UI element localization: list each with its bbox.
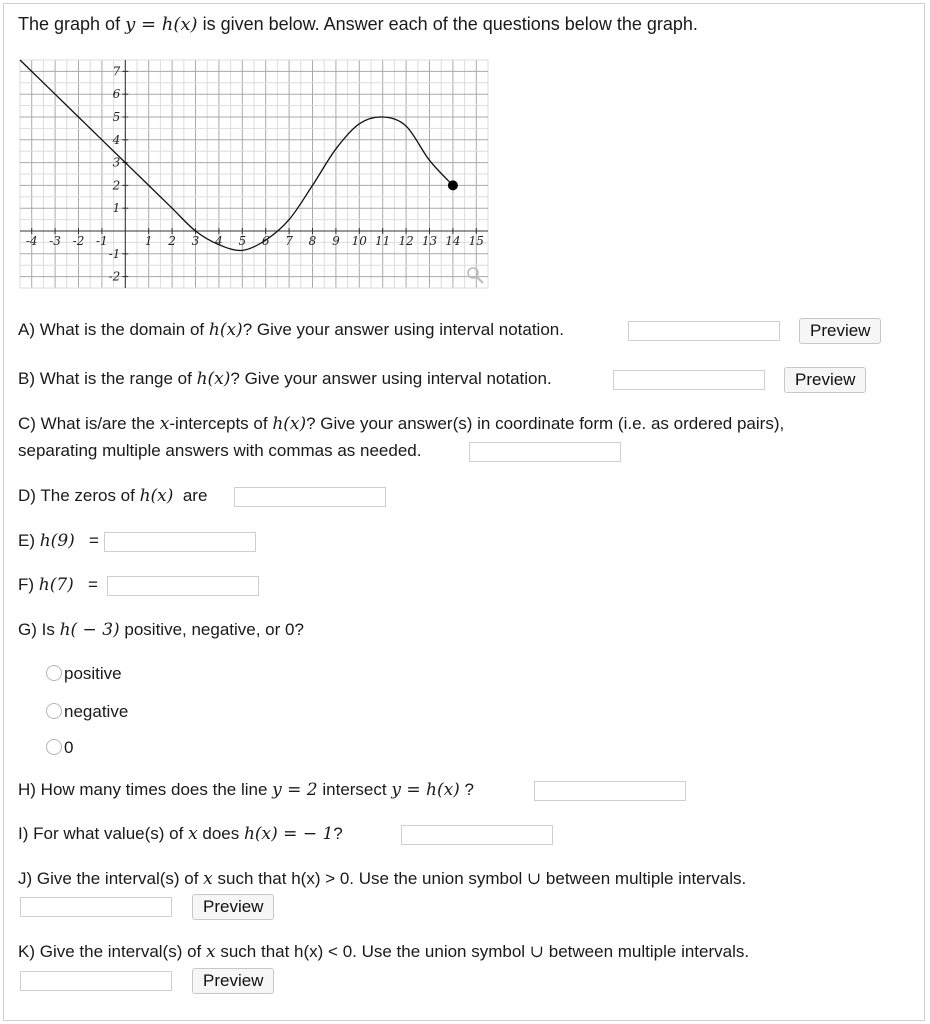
zeros-answer-input[interactable]: [234, 487, 386, 507]
x-tick-label: 3: [191, 234, 200, 248]
question-b-text: B) What is the range of: [18, 369, 197, 388]
series-h-of-x: [20, 60, 453, 250]
grid: [20, 60, 488, 288]
x-tick-label: 6: [261, 234, 270, 248]
x-tick-label: 15: [468, 234, 484, 248]
question-c: [18, 414, 784, 434]
x-tick-label: 2: [168, 234, 176, 248]
question-i-text: I) For what value(s) of: [18, 824, 189, 843]
x-tick-label: 10: [351, 234, 367, 248]
question-b-function: h(x): [196, 369, 231, 389]
question-e: [18, 531, 99, 551]
question-i-variable: x: [188, 824, 198, 844]
endpoint-closed-dot: [448, 180, 458, 190]
positive-intervals-input[interactable]: [20, 897, 172, 917]
question-e-function: h(9): [39, 531, 75, 551]
question-i: [18, 824, 343, 844]
radio-label: positive: [64, 664, 122, 683]
radio-button[interactable]: [46, 665, 62, 681]
intersections-answer-input[interactable]: [534, 781, 686, 801]
x-tick-label: 14: [445, 234, 461, 248]
question-e-equals: =: [88, 531, 99, 550]
title-equation: y = h(x): [125, 14, 198, 35]
question-e-text: E): [18, 531, 40, 550]
radio-button[interactable]: [46, 703, 62, 719]
h-of-9-answer-input[interactable]: [104, 532, 256, 552]
question-g: [18, 620, 304, 640]
title-text: The graph of: [18, 14, 126, 34]
radio-option-positive[interactable]: [46, 664, 122, 684]
question-d-text-end: are: [182, 486, 208, 505]
question-b: [18, 369, 552, 389]
question-h-text-mid: intersect: [317, 780, 392, 799]
x-tick-label: 9: [332, 234, 340, 248]
question-a-text-end: ? Give your answer using interval notation.: [242, 320, 564, 339]
question-k-text-end: between multiple intervals.: [544, 942, 750, 961]
question-h: [18, 780, 474, 800]
x-tick-label: 12: [398, 234, 414, 248]
question-a-function: h(x): [208, 320, 243, 340]
question-k-text-mid: such that h(x) < 0. Use the union symbol: [215, 942, 530, 961]
question-h-equation-1: y = 2: [272, 780, 318, 800]
question-f: [18, 575, 98, 595]
union-symbol: ∪: [526, 869, 542, 889]
question-j-text-mid: such that h(x) > 0. Use the union symbol: [212, 869, 527, 888]
x-tick-label: -2: [72, 234, 85, 248]
x-tick-label: -1: [96, 234, 108, 248]
question-c-variable: x: [159, 414, 170, 434]
question-c-line2: separating multiple answers with commas as needed.: [18, 441, 422, 460]
x-tick-label: 4: [215, 234, 223, 248]
y-tick-label: 5: [112, 110, 121, 124]
function-graph: [16, 56, 492, 292]
question-c-text-mid: -intercepts of: [169, 414, 273, 433]
question-j-variable: x: [203, 869, 213, 889]
preview-button-b[interactable]: Preview: [784, 367, 866, 393]
radio-option-negative[interactable]: [46, 702, 128, 722]
preview-button-k[interactable]: Preview: [192, 968, 274, 994]
question-k-variable: x: [206, 942, 216, 962]
question-j-text: J) Give the interval(s) of: [18, 869, 204, 888]
question-a-text: A) What is the domain of: [18, 320, 209, 339]
question-f-function: h(7): [38, 575, 74, 595]
preview-button-a[interactable]: Preview: [799, 318, 881, 344]
x-tick-label: 11: [375, 234, 391, 248]
question-d-function: h(x): [139, 486, 174, 506]
title-text-end: is given below. Answer each of the questions below the graph.: [197, 14, 698, 34]
radio-label: 0: [64, 738, 74, 757]
question-h-text-end: ?: [464, 780, 475, 799]
negative-intervals-input[interactable]: [20, 971, 172, 991]
problem-statement: [18, 14, 698, 35]
y-tick-label: 6: [112, 87, 121, 102]
question-k-text: K) Give the interval(s) of: [18, 942, 207, 961]
y-tick-label: 2: [112, 178, 121, 193]
question-f-text: F): [18, 575, 39, 594]
question-k: [18, 942, 749, 962]
x-where-h-equals-neg1-input[interactable]: [401, 825, 553, 845]
domain-answer-input[interactable]: [628, 321, 780, 341]
x-tick-label: 8: [308, 234, 317, 248]
question-c-function: h(x): [272, 414, 307, 434]
x-tick-label: -3: [49, 234, 61, 248]
x-tick-label: 1: [144, 234, 153, 248]
question-h-equation-2: y = h(x): [391, 780, 460, 800]
preview-button-j[interactable]: Preview: [192, 894, 274, 920]
radio-button[interactable]: [46, 739, 62, 755]
x-intercepts-answer-input[interactable]: [469, 442, 621, 462]
question-d-text: D) The zeros of: [18, 486, 140, 505]
x-tick-label: 13: [421, 234, 438, 248]
y-tick-label: -2: [108, 269, 121, 284]
question-c-text: C) What is/are the: [18, 414, 160, 433]
question-a: [18, 320, 564, 340]
question-g-function: h( − 3): [59, 620, 120, 640]
x-tick-label: 7: [285, 234, 293, 248]
range-answer-input[interactable]: [613, 370, 765, 390]
question-j: [18, 869, 746, 889]
x-tick-label: 5: [238, 234, 247, 248]
question-i-text-end: ?: [333, 824, 343, 843]
union-symbol: ∪: [529, 942, 545, 962]
question-h-text: H) How many times does the line: [18, 780, 273, 799]
radio-option-zero[interactable]: [46, 738, 73, 758]
question-d: [18, 486, 207, 506]
y-tick-label: 3: [112, 155, 121, 170]
y-tick-label: 4: [112, 132, 121, 147]
zoom-icon[interactable]: [468, 268, 483, 283]
question-i-text-mid: does: [197, 824, 244, 843]
y-tick-label: 1: [112, 201, 121, 216]
radio-label: negative: [64, 702, 129, 721]
question-i-equation: h(x) = − 1: [243, 824, 334, 844]
y-tick-label: -1: [108, 246, 121, 261]
question-j-text-end: between multiple intervals.: [541, 869, 747, 888]
question-b-text-end: ? Give your answer using interval notation.: [230, 369, 552, 388]
question-g-text: G) Is: [18, 620, 60, 639]
h-of-7-answer-input[interactable]: [107, 576, 259, 596]
y-tick-label: 7: [112, 64, 121, 79]
question-g-text-end: positive, negative, or 0?: [119, 620, 304, 639]
question-f-equals: =: [87, 575, 98, 594]
x-tick-label: -4: [25, 234, 38, 248]
question-c-text-end: ? Give your answer(s) in coordinate form (i.e. as ordered pairs),: [306, 414, 785, 433]
